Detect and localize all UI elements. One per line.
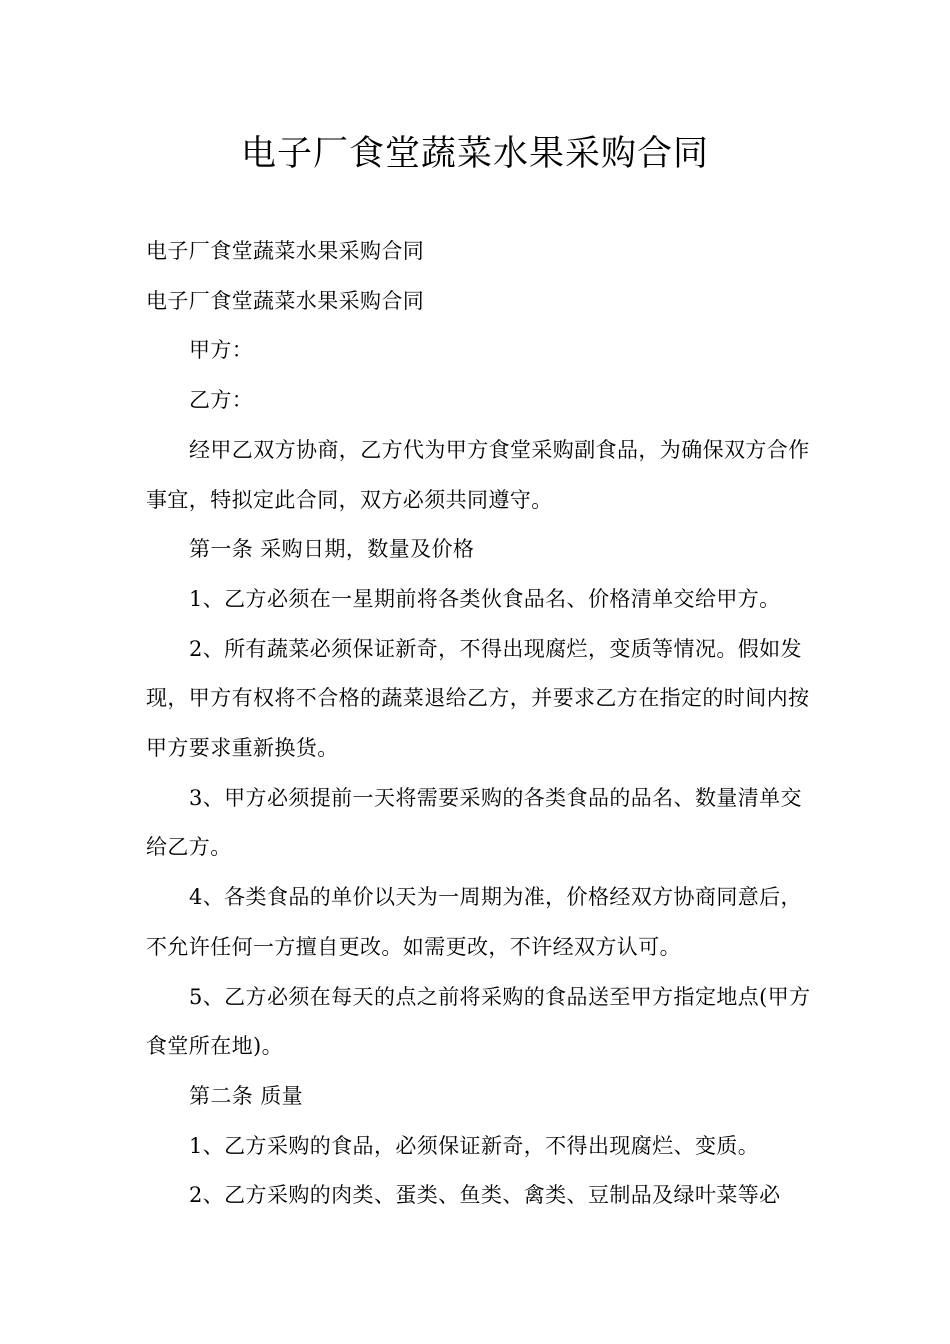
party-a-line: 甲方： [189, 338, 254, 363]
paragraph: 电子厂食堂蔬菜水果采购合同 [146, 239, 425, 263]
section-heading: 第一条 采购日期，数量及价格 [189, 537, 475, 562]
document-title: 电子厂食堂蔬菜水果采购合同 [240, 134, 709, 174]
clause: 2、所有蔬菜必须保证新奇，不得出现腐烂，变质等情况。假如发现，甲方有权将不合格的蔬菜退给乙方，并要求乙方在指定的时间内按甲方要求重新换货。 [146, 636, 810, 761]
clause: 4、各类食品的单价以天为一周期为准，价格经双方协商同意后，不允许任何一方擅自更改。如需更改，不许经双方认可。 [146, 885, 802, 959]
paragraph: 电子厂食堂蔬菜水果采购合同 [146, 288, 425, 313]
clause: 1、乙方必须在一星期前将各类伙食品名、价格清单交给甲方。 [189, 586, 781, 611]
paragraph: 经甲乙双方协商，乙方代为甲方食堂采购副食品，为确保双方合作事宜，特拟定此合同，双方必须共同遵守。 [146, 437, 810, 512]
clause: 3、甲方必须提前一天将需要采购的各类食品的品名、数量清单交给乙方。 [146, 785, 802, 860]
clause: 2、乙方采购的肉类、蛋类、鱼类、禽类、豆制品及绿叶菜等必 [189, 1183, 781, 1208]
document-body [146, 227, 811, 1221]
clause: 1、乙方采购的食品，必须保证新奇，不得出现腐烂、变质。 [189, 1133, 760, 1158]
section-heading: 第二条 质量 [189, 1083, 304, 1108]
party-b-line: 乙方： [189, 388, 254, 413]
clause: 5、乙方必须在每天的点之前将采购的食品送至甲方指定地点(甲方食堂所在地)。 [146, 984, 811, 1059]
